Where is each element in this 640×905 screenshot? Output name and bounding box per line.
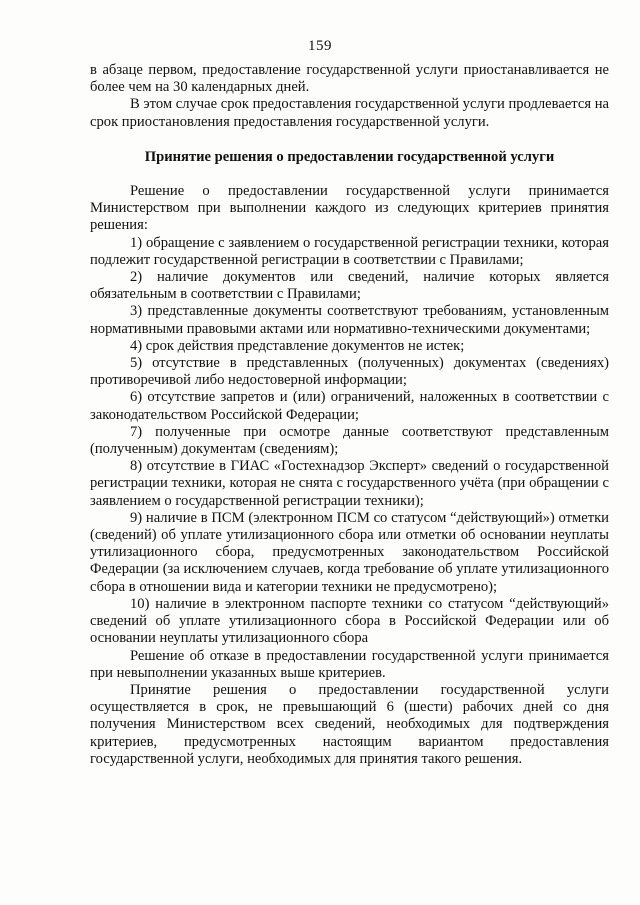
paragraph-refusal: Решение об отказе в предоставлении государственной услуги принимается при невыполнении указанных выше критериев.	[90, 647, 609, 681]
criterion-7: 7) полученные при осмотре данные соответствуют представленным (полученным) документам (сведениям);	[90, 423, 609, 458]
criterion-10: 10) наличие в электронном паспорте техники со статусом “действующий» сведений об уплате утилизационного сбора в Российской Федерации или об основании неуплаты утилизационного сбора	[90, 595, 609, 647]
paragraph-continuation: в абзаце первом, предоставление государственной услуги приостанавливается не более чем на 30 календарных дней.	[90, 62, 609, 96]
criterion-4: 4) срок действия представление документов не истек;	[130, 337, 465, 354]
criterion-9: 9) наличие в ПСМ (электронном ПСМ со статусом “действующий») отметки (сведений) об уплате утилизационного сбора или отметки об основании неуплаты утилизационного сбора, предусмотренных законодательством Российской Федерации (за исключением случаев, когда требование об уплате утилизационного сбора в отношении вида и категории техники не предусмотрено);	[90, 509, 609, 595]
page-number: 159	[308, 38, 332, 54]
criterion-8: 8) отсутствие в ГИАС «Гостехнадзор Эксперт» сведений о государственной регистрации техники, которая не снята с государственного учёта (при обращении с заявлением о государственной регистрации техники);	[90, 458, 609, 509]
section-heading: Принятие решения о предоставлении государственной услуги	[144, 148, 555, 165]
paragraph-decision-term: Принятие решения о предоставлении государственной услуги осуществляется в срок, не превышающий 6 (шести) рабочих дней со дня получения Министерством всех сведений, необходимых для подтверждения критериев, предусмотренных настоящим вариантом предоставления государственной услуги, необходимых для принятия такого решения.	[90, 681, 609, 767]
criterion-1: 1) обращение с заявлением о государственной регистрации техники, которая подлежит государственной регистрации в соответствии с Правилами;	[90, 234, 609, 268]
criterion-5: 5) отсутствие в представленных (полученных) документах (сведениях) противоречивой либо недостоверной информации;	[90, 355, 609, 389]
document-body	[90, 62, 609, 768]
criterion-6: 6) отсутствие запретов и (или) ограничений, наложенных в соответствии с законодательством Российской Федерации;	[90, 389, 609, 423]
paragraph-extension: В этом случае срок предоставления государственной услуги продлевается на срок приостановления предоставления государственной услуги.	[90, 96, 609, 130]
paragraph-decision-intro: Решение о предоставлении государственной услуги принимается Министерством при выполнении каждого из следующих критериев принятия решения:	[90, 183, 609, 234]
criterion-3: 3) представленные документы соответствуют требованиям, установленным нормативными правовыми актами или нормативно-техническими документами;	[90, 303, 609, 337]
criterion-2: 2) наличие документов или сведений, наличие которых является обязательным в соответствии с Правилами;	[90, 269, 609, 303]
